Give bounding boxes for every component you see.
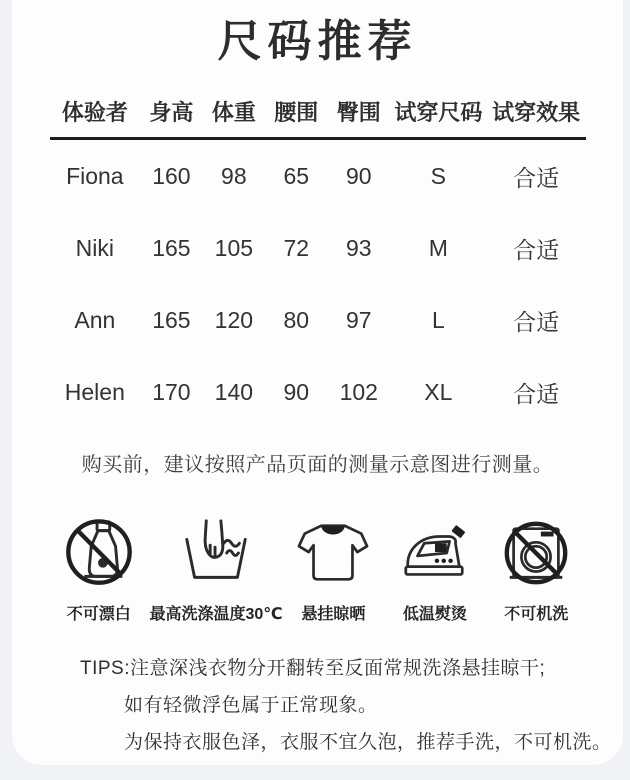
cell-waist: 90 [283,378,310,405]
tips-line-2: 如有轻微浮色属于正常现象。 [124,695,378,716]
care-item-max-wash-temp [149,517,282,624]
cell-size: M [428,234,448,261]
cell-tester: Fiona [66,162,124,189]
table-row [50,139,586,213]
care-item-no-bleach [48,517,149,624]
cell-weight: 140 [214,378,254,405]
no-machine-wash-icon [499,517,573,591]
care-item-hang-dry [283,517,384,624]
cell-waist: 80 [283,306,310,333]
size-table-header-row [50,96,586,139]
col-header-tester: 体验者 [50,96,141,139]
table-row [50,284,586,356]
max-wash-temp-30-icon [179,517,253,591]
cell-hip: 93 [345,234,372,261]
size-recommendation-card [12,0,623,765]
care-label: 悬挂晾晒 [301,606,366,623]
cell-height: 165 [152,306,191,333]
cell-hip: 102 [339,378,378,405]
care-instructions-row [48,517,587,624]
care-label: 不可漂白 [66,606,131,623]
cell-fit: 合适 [513,308,560,335]
col-header-height: 身高 [140,96,202,139]
hang-dry-icon [296,517,370,591]
cell-weight: 105 [214,234,254,261]
care-label: 低温熨烫 [402,606,467,623]
size-table [50,96,586,428]
cell-fit: 合适 [513,380,560,407]
cell-size: S [430,162,447,189]
cell-tester: Ann [74,306,116,333]
care-item-low-temp-iron [384,517,485,624]
table-row [50,212,586,284]
cell-fit: 合适 [513,236,560,263]
tips-line-1: TIPS:注意深浅衣物分开翻转至反面常规洗涤悬挂晾干; [80,658,546,679]
care-item-no-machine-wash [486,517,587,624]
col-header-waist: 腰围 [265,96,327,139]
low-temp-iron-icon [398,517,472,591]
cell-tester: Helen [64,378,125,405]
care-label: 不可机洗 [504,606,569,623]
tips-line-3: 为保持衣服色泽，衣服不宜久泡，推荐手洗，不可机洗。 [124,732,612,753]
cell-height: 170 [152,378,191,405]
cell-weight: 98 [221,162,247,189]
no-bleach-icon [62,517,136,591]
cell-fit: 合适 [513,164,560,191]
cell-waist: 65 [283,162,310,189]
page-title: 尺码推荐 [217,17,418,66]
cell-tester: Niki [75,234,114,261]
cell-waist: 72 [283,234,310,261]
care-label: 最高洗涤温度30℃ [149,606,283,623]
table-row [50,356,586,428]
col-header-fit: 试穿效果 [487,96,586,139]
cell-hip: 97 [345,306,372,333]
cell-height: 165 [152,234,191,261]
cell-height: 160 [152,162,191,189]
col-header-weight: 体重 [203,96,265,139]
col-header-size: 试穿尺码 [390,96,487,139]
cell-size: L [431,306,445,333]
tips-block [80,650,623,761]
measure-note: 购买前，建议按照产品页面的测量示意图进行测量。 [81,454,554,476]
col-header-hip: 臀围 [328,96,390,139]
cell-size: XL [424,378,453,405]
cell-weight: 120 [214,306,254,333]
cell-hip: 90 [345,162,372,189]
